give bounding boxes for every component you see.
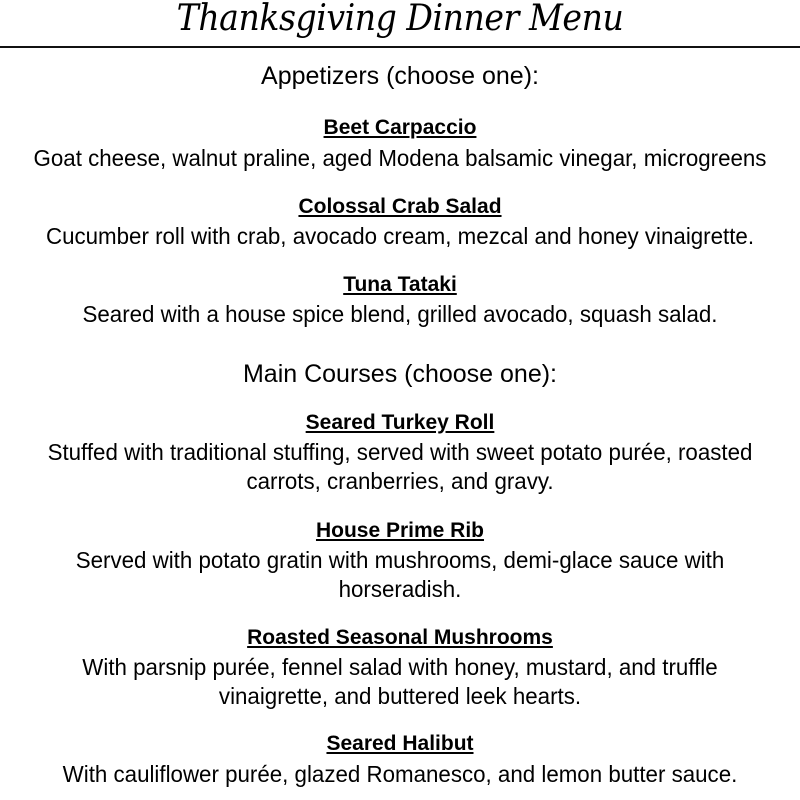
menu-item-description: Stuffed with traditional stuffing, served with sweet potato purée, roasted (47, 439, 753, 465)
menu-item-description: Seared with a house spice blend, grilled avocado, squash salad. (82, 301, 718, 327)
menu-item-name: Tuna Tataki (343, 273, 457, 296)
section-heading-appetizers: Appetizers (choose one): (261, 62, 539, 90)
menu-item-description: carrots, cranberries, and gravy. (246, 468, 554, 494)
menu-item-name: Seared Turkey Roll (305, 411, 495, 434)
menu-item-name: Roasted Seasonal Mushrooms (247, 626, 553, 649)
menu-item-description: horseradish. (338, 576, 462, 602)
menu-title: Thanksgiving Dinner Menu (176, 0, 624, 39)
menu-item-description: Goat cheese, walnut praline, aged Modena balsamic vinegar, microgreens (33, 145, 767, 171)
menu-item-description: With cauliflower purée, glazed Romanesco, and lemon butter sauce. (62, 761, 738, 787)
title-divider (0, 46, 800, 48)
menu-item-description: With parsnip purée, fennel salad with honey, mustard, and truffle (82, 654, 718, 680)
menu-item-description: Cucumber roll with crab, avocado cream, mezcal and honey vinaigrette. (45, 223, 755, 249)
section-heading-main-courses: Main Courses (choose one): (242, 360, 558, 388)
menu-item-description: Served with potato gratin with mushrooms, demi-glace sauce with (75, 547, 725, 573)
menu-item-name: Beet Carpaccio (323, 116, 477, 139)
menu-item-name: Seared Halibut (326, 732, 474, 755)
menu-item-name: House Prime Rib (315, 519, 485, 542)
menu-item-name: Colossal Crab Salad (298, 195, 502, 218)
menu-item-description: vinaigrette, and buttered leek hearts. (218, 683, 582, 709)
